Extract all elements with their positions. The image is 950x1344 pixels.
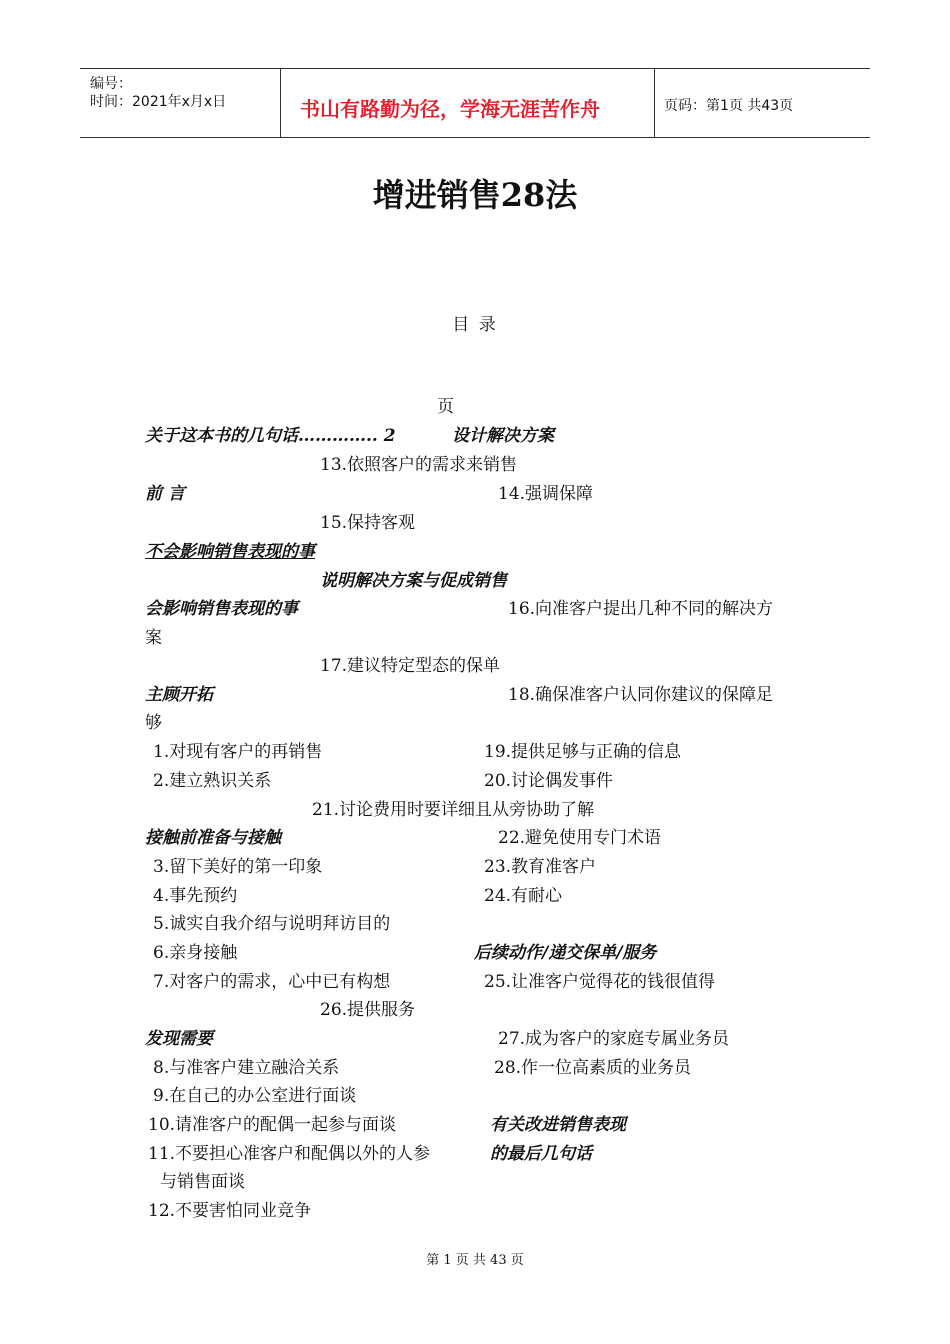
- toc-entry: 够: [145, 713, 162, 733]
- header-divider: [280, 69, 281, 137]
- header-divider: [654, 69, 655, 137]
- toc-entry: 11.不要担心准客户和配偶以外的人参: [148, 1144, 431, 1164]
- toc-entry: 4.事先预约: [153, 886, 238, 906]
- toc-section: 设计解决方案: [452, 426, 554, 446]
- toc-section: 接触前准备与接触: [145, 828, 281, 848]
- page-info: 页码：第1页 共43页: [664, 98, 794, 114]
- toc-entry: 案: [145, 628, 162, 648]
- page-column-label: 页: [437, 397, 454, 417]
- toc-entry: 25.让准客户觉得花的钱很值得: [484, 972, 716, 992]
- toc-entry: 17.建议特定型态的保单: [320, 656, 501, 676]
- toc-entry: 1.对现有客户的再销售: [153, 742, 323, 762]
- toc-entry: 19.提供足够与正确的信息: [484, 742, 682, 762]
- toc-heading: 目 录: [452, 315, 498, 335]
- toc-entry: 20.讨论偶发事件: [484, 771, 614, 791]
- toc-entry: 18.确保准客户认同你建议的保障足: [508, 685, 774, 705]
- document-header: [80, 68, 870, 138]
- toc-entry: 26.提供服务: [320, 1000, 416, 1020]
- document-title: 增进销售28法: [372, 176, 578, 214]
- toc-entry: 关于这本书的几句话………….. 2: [145, 426, 396, 446]
- toc-section: 前 言: [145, 484, 185, 504]
- toc-entry: 27.成为客户的家庭专属业务员: [498, 1029, 730, 1049]
- toc-entry: 9.在自己的办公室进行面谈: [153, 1086, 357, 1106]
- page-footer: 第 1 页 共 43 页: [426, 1253, 524, 1268]
- number-label: 编号：: [90, 76, 132, 92]
- toc-entry: 28.作一位高素质的业务员: [494, 1058, 692, 1078]
- toc-entry: 6.亲身接触: [153, 943, 238, 963]
- toc-entry: 与销售面谈: [160, 1172, 245, 1192]
- toc-entry: 3.留下美好的第一印象: [153, 857, 323, 877]
- toc-entry: 10.请准客户的配偶一起参与面谈: [148, 1115, 397, 1135]
- motto: 书山有路勤为径，学海无涯苦作舟: [300, 97, 600, 121]
- toc-section: 发现需要: [145, 1029, 213, 1049]
- toc-entry: 8.与准客户建立融洽关系: [153, 1058, 340, 1078]
- toc-entry: 13.依照客户的需求来销售: [320, 455, 518, 475]
- toc-section: 会影响销售表现的事: [145, 599, 298, 619]
- toc-entry: 21.讨论费用时要详细且从旁协助了解: [312, 800, 595, 820]
- toc-entry: 12.不要害怕同业竞争: [148, 1201, 312, 1221]
- toc-section: 说明解决方案与促成销售: [320, 571, 507, 591]
- toc-entry: 14.强调保障: [498, 484, 594, 504]
- toc-entry: 16.向准客户提出几种不同的解决方: [508, 599, 774, 619]
- toc-section: 不会影响销售表现的事: [145, 542, 315, 562]
- toc-section: 主顾开拓: [145, 685, 213, 705]
- toc-section: 后续动作/递交保单/服务: [474, 943, 657, 963]
- toc-entry: 2.建立熟识关系: [153, 771, 272, 791]
- time-label: 时间：2021年x月x日: [90, 94, 227, 110]
- toc-entry: 23.教育准客户: [484, 857, 597, 877]
- toc-entry: 22.避免使用专门术语: [498, 828, 662, 848]
- toc-entry: 24.有耐心: [484, 886, 563, 906]
- toc-entry: 7.对客户的需求，心中已有构想: [153, 972, 391, 992]
- toc-section: 有关改进销售表现: [490, 1115, 626, 1135]
- toc-section: 的最后几句话: [490, 1144, 592, 1164]
- toc-entry: 5.诚实自我介绍与说明拜访目的: [153, 914, 391, 934]
- toc-entry: 15.保持客观: [320, 513, 416, 533]
